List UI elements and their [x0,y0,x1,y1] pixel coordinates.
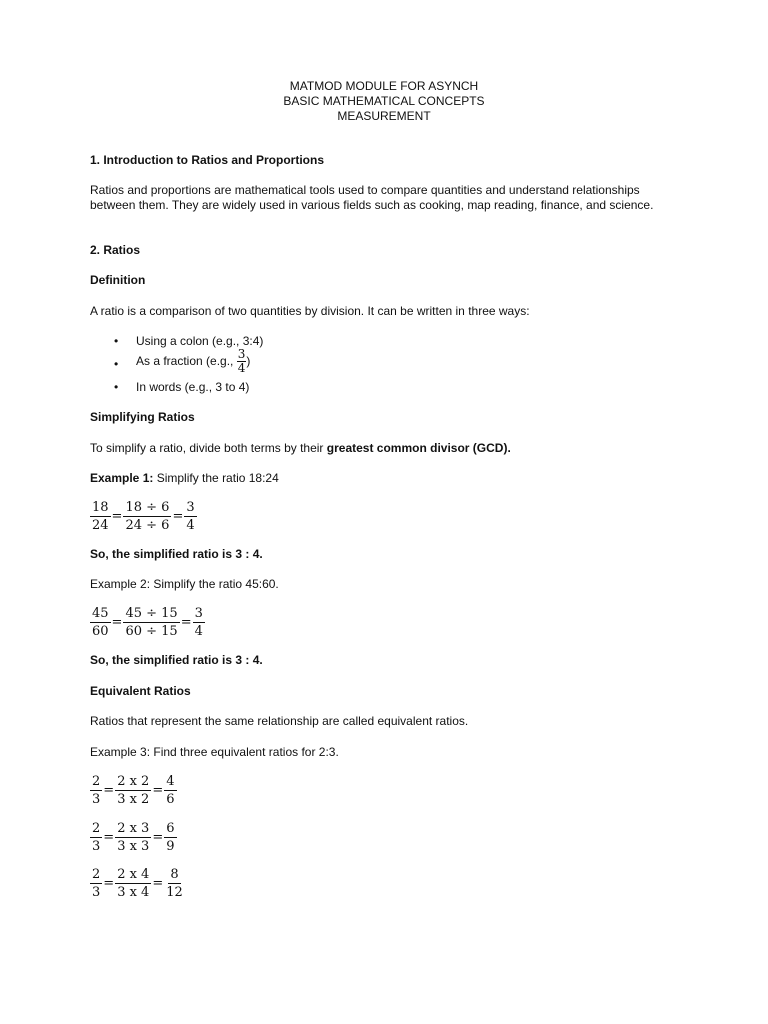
example-3-equation-2 [90,821,177,854]
example-3-equation-1 [90,774,177,807]
example-2-result: So, the simplified ratio is 3 : 4. [90,653,263,667]
fraction-suffix: ) [246,354,251,368]
definition-heading: Definition [90,273,146,287]
example-3-prompt: Example 3: Find three equivalent ratios for 2:3. [90,745,339,759]
fraction: $\frac{45}{60}$ [92,606,109,639]
fraction: $\frac{2 x 2}{3 x 2}$ [117,774,150,807]
section-1-paragraph: Ratios and proportions are mathematical tools used to compare quantities and understand relationships between them. They are widely used in various fields such as cooking, map reading, finance, and science. [90,183,654,212]
section-1-heading: 1. Introduction to Ratios and Proportions [90,153,324,167]
bullet-icon: • [114,380,119,394]
example-2-prompt: Example 2: Simplify the ratio 45:60. [90,577,279,591]
equals-sign: = [111,615,123,630]
fraction: $\frac{3}{4}$ [186,500,195,533]
section-2-heading: 2. Ratios [90,243,141,257]
fraction: $\frac{2 x 3}{3 x 3}$ [117,821,150,854]
inline-fraction-numerator: 3 [237,347,246,362]
equals-sign: = [172,509,184,524]
equals-sign: = [152,830,164,845]
equals-sign: = [103,830,115,845]
bullet-icon: • [114,357,119,371]
fraction: $\frac{2 x 4}{3 x 4}$ [117,867,150,900]
example-3-equation-3 [90,867,185,900]
list-item-colon: Using a colon (e.g., 3:4) [136,334,264,348]
header-line-3: MEASUREMENT [337,109,431,123]
header-line-1: MATMOD MODULE FOR ASYNCH [289,79,479,93]
fraction: $\frac{2}{3}$ [92,821,101,854]
fraction: $\frac{8}{12}$ [166,867,183,900]
example-1-prompt [90,471,279,486]
fraction-prefix: As a fraction (e.g., [136,354,237,368]
list-item-fraction [136,347,250,375]
fraction: $\frac{2}{3}$ [92,774,101,807]
equals-sign: = [103,783,115,798]
inline-fraction [237,348,247,375]
header-line-2: BASIC MATHEMATICAL CONCEPTS [283,94,485,108]
equivalent-ratios-text: Ratios that represent the same relationship are called equivalent ratios. [90,714,469,728]
example-1-text: Simplify the ratio 18:24 [153,471,279,485]
definition-text: A ratio is a comparison of two quantities by division. It can be written in three ways: [90,304,530,318]
equals-sign: = [152,876,164,891]
fraction: $\frac{4}{6}$ [166,774,175,807]
fraction: $\frac{2}{3}$ [92,867,101,900]
fraction: $\frac{6}{9}$ [166,821,175,854]
example-1-label: Example 1: [90,471,154,485]
inline-fraction-denominator: 4 [237,361,246,376]
bullet-icon: • [114,334,119,348]
fraction: $\frac{18 \div 6}{24 \div 6}$ [125,500,170,533]
gcd-term: greatest common divisor (GCD). [326,441,511,455]
equals-sign: = [111,509,123,524]
equals-sign: = [180,615,192,630]
simplifying-ratios-heading: Simplifying Ratios [90,410,195,424]
example-1-equation [90,500,197,533]
simplifying-text-plain: To simplify a ratio, divide both terms by their [90,441,327,455]
list-item-words: In words (e.g., 3 to 4) [136,380,250,394]
simplifying-ratios-text [90,441,511,456]
example-2-equation [90,606,205,639]
fraction: $\frac{45 \div 15}{60 \div 15}$ [125,606,178,639]
equals-sign: = [103,876,115,891]
equivalent-ratios-heading: Equivalent Ratios [90,684,191,698]
example-1-result: So, the simplified ratio is 3 : 4. [90,547,263,561]
fraction: $\frac{18}{24}$ [92,500,109,533]
fraction: $\frac{3}{4}$ [194,606,203,639]
equals-sign: = [152,783,164,798]
